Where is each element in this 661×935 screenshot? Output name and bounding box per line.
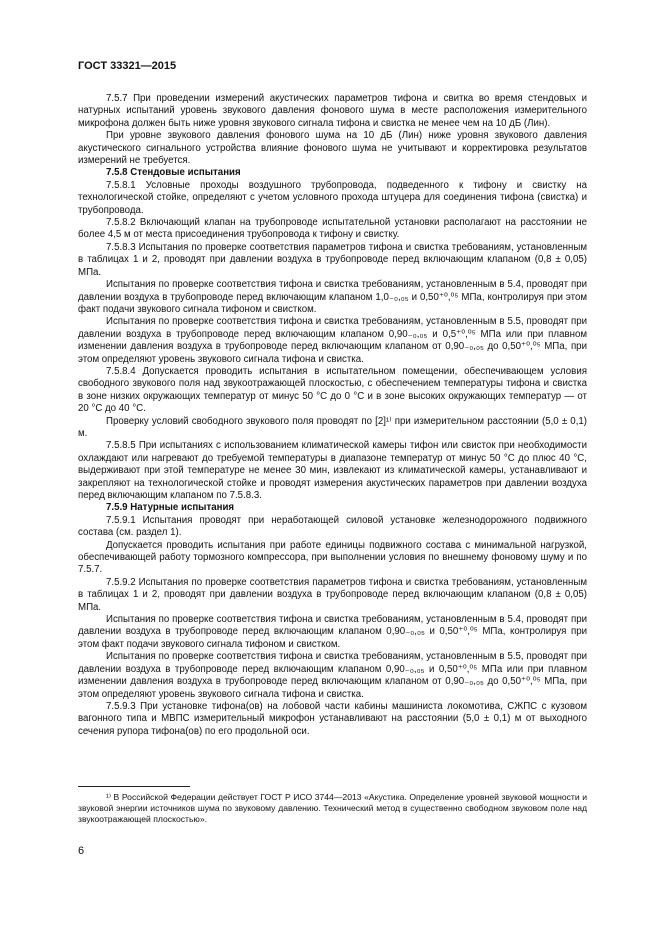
section-heading: 7.5.8 Стендовые испытания bbox=[106, 167, 241, 179]
paragraph: 7.5.8.3 Испытания по проверке соответствия параметров тифона и свистка требованиям, установленным в таблицах 1 и 2, проводят при давлении воздуха в трубопроводе перед включающим клапаном (0,8 ± 0,05) МПа. bbox=[78, 241, 587, 278]
paragraph: 7.5.8.2 Включающий клапан на трубопроводе испытательной установки располагают на расстоянии не более 4,5 м от места присоединения трубопровода к тифону и свистку. bbox=[78, 217, 587, 241]
paragraph: Испытания по проверке соответствия тифона и свистка требованиям, установленным в 5.5, проводят при давлении воздуха в трубопроводе перед включающим клапаном 0,90₋₀,₀₅ и 0,50⁺⁰,⁰⁵ МПа или при плавном изменении давления воздуха в трубопроводе перед включающим клапаном от 0,90₋₀,₀₅ до 0,50⁺⁰,⁰⁵ МПа, при этом определяют уровень звукового сигнала тифона и свистка. bbox=[78, 651, 587, 700]
paragraph: 7.5.9.1 Испытания проводят при неработающей силовой установке железнодорожного подвижного состава (см. раздел 1). bbox=[78, 514, 587, 539]
paragraph: Допускается проводить испытания при работе единицы подвижного состава с минимальной нагрузкой, обеспечивающей работу тормозного компрессора, при выполнении условия по внешнему фоновому шуму и по 7.5.7. bbox=[78, 539, 587, 576]
paragraph: 7.5.8.1 Условные проходы воздушного трубопровода, подведенного к тифону и свистку на технологической стойке, определяют с учетом условного прохода штуцера для соединения тифона (свистка) и трубопровода. bbox=[78, 179, 587, 216]
footnote-text: ¹⁾ В Российской Федерации действует ГОСТ Р ИСО 3744—2013 «Акустика. Определение уровней звуковой мощности и звуковой энергии источников шума по звуковому давлению. Технический метод в существенно свободном звуковом поле над звукоотражающей плоскостью». bbox=[78, 792, 587, 825]
paragraph: Испытания по проверке соответствия тифона и свистка требованиям, установленным в 5.4, проводят при давлении воздуха в трубопроводе перед включающим клапаном 1,0₋₀,₀₅ и 0,50⁺⁰,⁰⁵ МПа, контролируя при этом факт подачи звукового сигнала тифоном и свистком. bbox=[78, 279, 587, 315]
paragraph: 7.5.9.2 Испытания по проверке соответствия параметров тифона и свистка требованиям, установленным в таблицах 1 и 2, проводят при давлении воздуха в трубопроводе перед включающим клапаном (0,8 ± 0,05) МПа. bbox=[78, 576, 587, 613]
body-text bbox=[78, 93, 587, 738]
footnote-divider bbox=[78, 786, 190, 787]
paragraph: Испытания по проверке соответствия тифона и свистка требованиям, установленным в 5.4, проводят при давлении воздуха в трубопроводе перед включающим клапаном 0,90₋₀,₀₅ и 0,50⁺⁰,⁰⁵ МПа, контролируя при этом факт подачи звукового сигнала тифоном и свистком. bbox=[78, 614, 587, 650]
paragraph: 7.5.8.5 При испытаниях с использованием климатической камеры тифон или свисток при необходимости охлаждают или нагревают до требуемой температуры в диапазоне температур от минус 50 °С до плюс 40 °С, выдерживают при этой температуре не менее 30 мин, извлекают из климатической камеры, устанавливают и закрепляют на технологической стойке и проводят измерения акустических параметров при давлении воздуха перед включающим клапаном по 7.5.8.3. bbox=[78, 440, 587, 501]
paragraph: Проверку условий свободного звукового поля проводят по [2]¹⁾ при измерительном расстоянии (5,0 ± 0,1) м. bbox=[78, 415, 587, 439]
paragraph: 7.5.7 При проведении измерений акустических параметров тифона и свитка во время стендовых и натурных испытаний уровень звукового давления фонового шума в месте расположения измерительного микрофона должен быть ниже уровня звукового сигнала тифона и свистка не менее чем на 10 дБ (Лин). bbox=[78, 93, 587, 129]
paragraph: При уровне звукового давления фонового шума на 10 дБ (Лин) ниже уровня звукового давления акустического сигнального устройства влияние фонового шума не учитывают и корректировка результатов измерений не требуется. bbox=[78, 130, 587, 167]
paragraph: 7.5.9.3 При установке тифона(ов) на лобовой части кабины машиниста локомотива, СЖПС с кузовом вагонного типа и МВПС измерительный микрофон устанавливают на расстоянии (5,0 ± 0,1) м от выходного сечения рупора тифона(ов) по его продольной оси. bbox=[78, 700, 587, 737]
paragraph: Испытания по проверке соответствия тифона и свистка требованиям, установленным в 5.5, проводят при давлении воздуха в трубопроводе перед включающим клапаном 0,90₋₀,₀₅ и 0,5⁺⁰,⁰⁵ МПа или при плавном изменении давления воздуха в трубопроводе перед включающим клапаном от 0,90₋₀,₀₅ до 0,50⁺⁰,⁰⁵ МПа, при этом определяют уровень звукового сигнала тифона и свистка. bbox=[78, 316, 587, 365]
document-header: ГОСТ 33321—2015 bbox=[78, 60, 177, 72]
footnote bbox=[78, 792, 587, 826]
paragraph: 7.5.8.4 Допускается проводить испытания в испытательном помещении, обеспечивающем условия свободного звукового поля над звукоотражающей плоскостью, с обеспечением температуры тифона и свистка в зоне низких окружающих температур от минус 50 °С до 0 °С и в зоне высоких окружающих температур — от 20 °С до 40 °С. bbox=[78, 365, 587, 415]
page-number: 6 bbox=[78, 845, 85, 857]
section-heading: 7.5.9 Натурные испытания bbox=[106, 502, 235, 514]
